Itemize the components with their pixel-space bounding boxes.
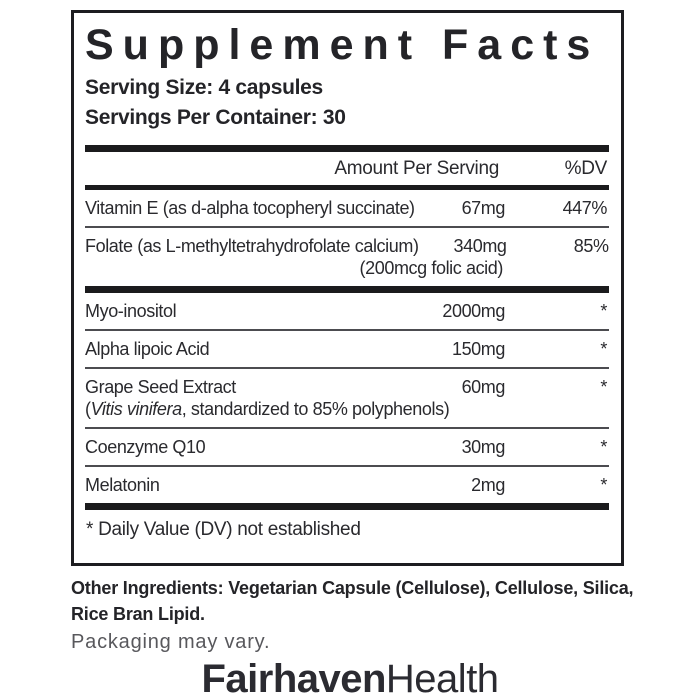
nutrient-dv: * <box>600 377 607 397</box>
nutrient-dv: * <box>600 339 607 359</box>
species-name-italic: Vitis vinifera <box>90 399 182 419</box>
column-header-dv: %DV <box>564 158 607 179</box>
thick-rule-bottom <box>85 503 609 510</box>
nutrient-name: Coenzyme Q10 <box>85 437 206 457</box>
table-header-row <box>85 152 609 185</box>
nutrient-name: Myo-inositol <box>85 301 177 321</box>
nutrient-row-myo-inositol <box>85 293 609 331</box>
nutrient-amount-note: (200mcg folic acid) <box>359 258 503 278</box>
nutrient-amount: 60mg <box>461 377 505 397</box>
brand-name-bold: Fairhaven <box>201 657 386 700</box>
nutrient-amount: 67mg <box>461 198 505 218</box>
nutrient-row-melatonin <box>85 467 609 503</box>
nutrient-row-folate <box>85 228 609 279</box>
nutrient-name: Vitamin E (as d-alpha tocopheryl succinate) <box>85 198 415 218</box>
brand-logo <box>0 656 700 700</box>
supplement-facts-panel <box>71 10 624 566</box>
nutrient-row-coenzyme-q10 <box>85 429 609 467</box>
nutrient-dv: * <box>600 301 607 321</box>
nutrient-dv: 447% <box>562 198 607 218</box>
serving-size: Serving Size: 4 capsules <box>85 76 323 99</box>
other-ingredients-line2: Rice Bran Lipid. <box>71 604 205 624</box>
nutrient-amount: 30mg <box>461 437 505 457</box>
column-header-amount: Amount Per Serving <box>334 158 499 179</box>
panel-title: Supplement Facts <box>85 21 600 69</box>
servings-per-container: Servings Per Container: 30 <box>85 106 346 129</box>
dv-footnote: * Daily Value (DV) not established <box>86 519 361 540</box>
nutrient-dv: 85% <box>573 236 609 256</box>
brand-name-light: Health <box>385 657 499 700</box>
thick-rule-top <box>85 145 609 152</box>
nutrient-name: Grape Seed Extract <box>85 377 236 397</box>
packaging-note: Packaging may vary. <box>71 631 271 653</box>
nutrient-row-vitamin-e <box>85 190 609 228</box>
nutrient-amount: 150mg <box>451 339 505 359</box>
nutrient-dv: * <box>600 475 607 495</box>
nutrient-name: Melatonin <box>85 475 160 495</box>
other-ingredients <box>71 575 641 627</box>
thick-rule-mid <box>85 286 609 293</box>
nutrient-name-note <box>85 398 609 427</box>
nutrient-row-main-line <box>85 228 609 257</box>
note-paren: ( <box>85 399 91 419</box>
nutrient-amount: 340mg <box>453 236 507 256</box>
nutrient-name: Alpha lipoic Acid <box>85 339 210 359</box>
nutrient-name: Folate (as L-methyltetrahydrofolate calcium) <box>85 236 419 256</box>
nutrient-dv: * <box>600 437 607 457</box>
nutrient-row-grape-seed-extract <box>85 369 609 429</box>
nutrient-row-alpha-lipoic-acid <box>85 331 609 369</box>
note-rest: , standardized to 85% polyphenols) <box>181 399 450 419</box>
nutrient-amount: 2000mg <box>442 301 505 321</box>
nutrient-amount: 2mg <box>471 475 505 495</box>
nutrient-row-main-line <box>85 369 609 398</box>
other-ingredients-line1: Other Ingredients: Vegetarian Capsule (Cellulose), Cellulose, Silica, <box>71 578 634 598</box>
